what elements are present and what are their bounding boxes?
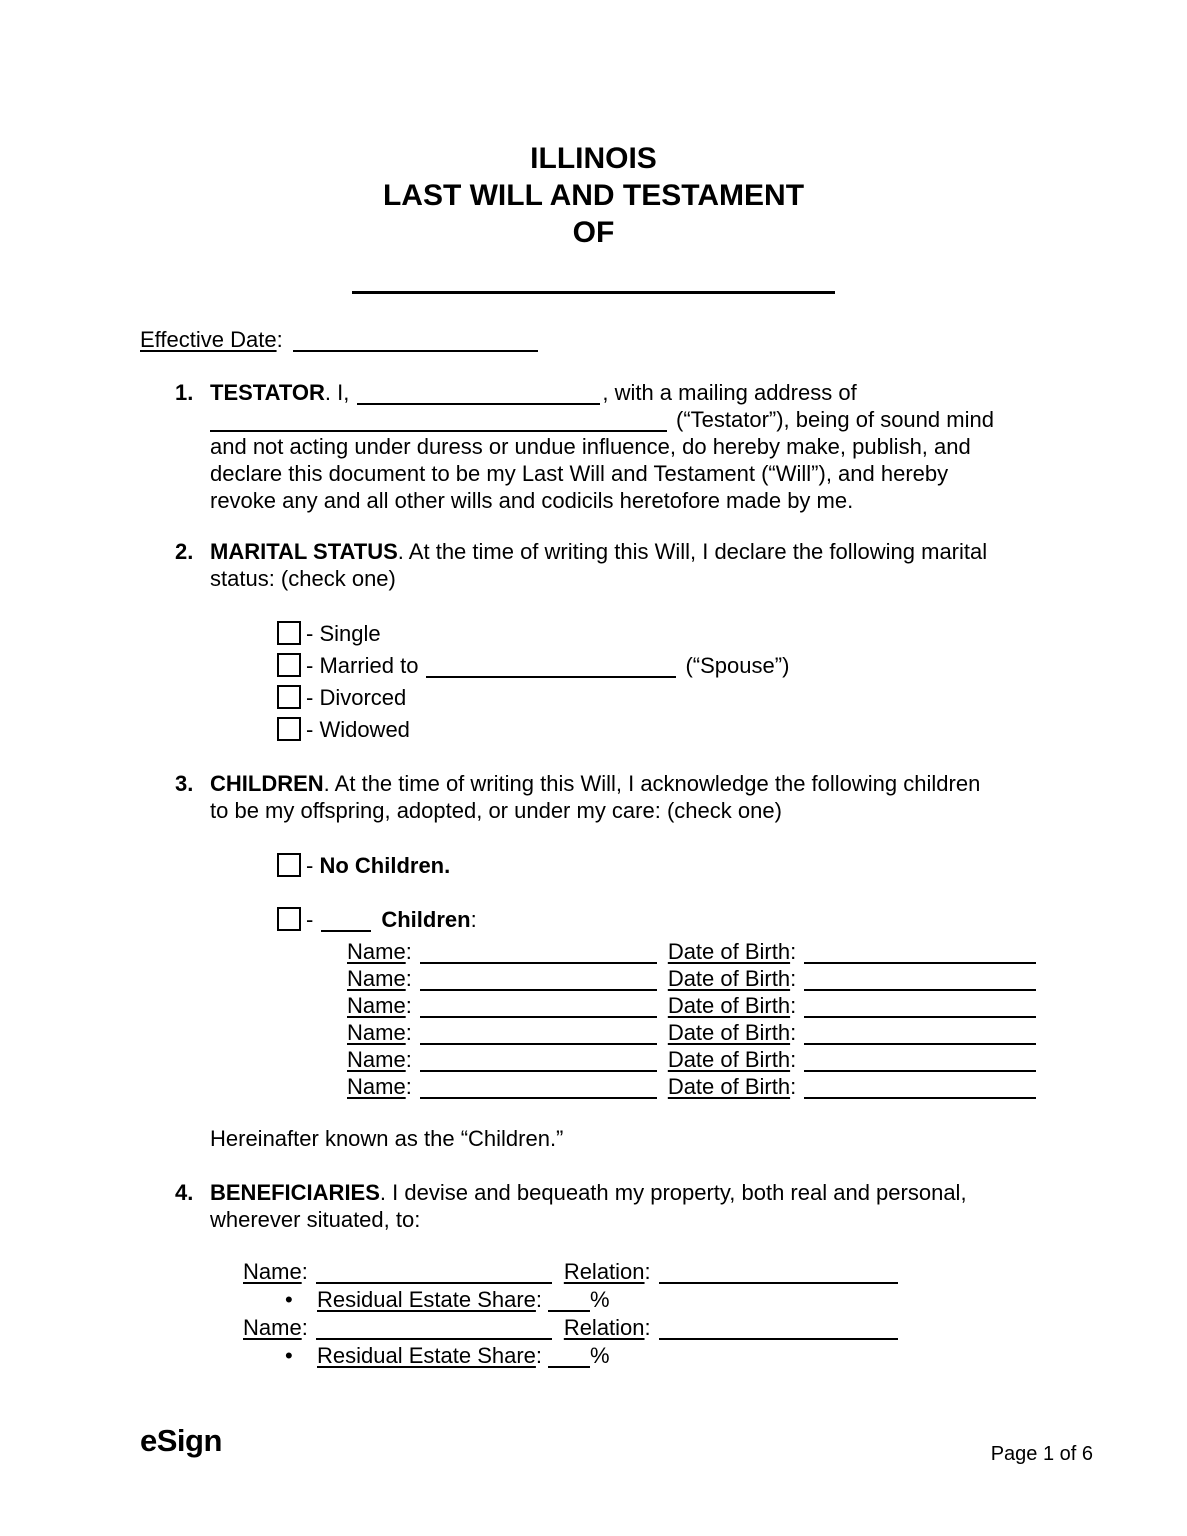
child-dob-blank[interactable]	[804, 1027, 1036, 1045]
section-beneficiaries-number: 4.	[175, 1180, 194, 1205]
child-name-label: Name	[347, 1020, 406, 1045]
beneficiary-share-colon: :	[535, 1343, 543, 1368]
child-name-colon: :	[405, 993, 412, 1018]
option-single-label: - Single	[306, 621, 381, 646]
checkbox-no-children[interactable]	[277, 853, 301, 877]
child-name-label: Name	[347, 966, 406, 991]
beneficiary-name-colon: :	[301, 1259, 308, 1284]
beneficiary-name-label: Name	[243, 1315, 302, 1340]
child-row	[347, 1046, 1047, 1073]
title-line-document: LAST WILL AND TESTAMENT	[382, 179, 805, 212]
child-row	[347, 938, 1047, 965]
section-beneficiaries	[175, 1179, 1047, 1233]
marital-option-married	[277, 650, 1047, 682]
beneficiaries-heading: BENEFICIARIES	[210, 1180, 380, 1205]
checkbox-married[interactable]	[277, 653, 301, 677]
has-children-colon: :	[470, 907, 477, 932]
child-name-colon: :	[405, 1020, 412, 1045]
option-divorced-label: - Divorced	[306, 685, 407, 710]
testator-line-3: and not acting under duress or undue influence, do hereby make, publish, and	[210, 434, 971, 459]
child-name-colon: :	[405, 1074, 412, 1099]
children-line-1	[210, 770, 1047, 797]
child-dob-blank[interactable]	[804, 1000, 1036, 1018]
child-row	[347, 1019, 1047, 1046]
percent-sign: %	[590, 1287, 610, 1312]
testator-line-5: revoke any and all other wills and codicils heretofore made by me.	[210, 488, 854, 513]
testator-name-blank[interactable]	[357, 387, 600, 405]
child-name-blank[interactable]	[420, 1000, 657, 1018]
marital-line1-rest: . At the time of writing this Will, I declare the following marital	[397, 539, 988, 564]
children-list	[347, 938, 1047, 1100]
child-name-label: Name	[347, 993, 406, 1018]
child-name-blank[interactable]	[420, 1054, 657, 1072]
beneficiary-share-colon: :	[535, 1287, 543, 1312]
child-name-label: Name	[347, 1047, 406, 1072]
marital-option-widowed	[277, 714, 1047, 746]
child-dob-label: Date of Birth	[667, 1074, 791, 1099]
child-name-blank[interactable]	[420, 973, 657, 991]
section-children-number: 3.	[175, 771, 194, 796]
testator-intro: . I,	[324, 380, 350, 405]
child-dob-colon: :	[790, 966, 797, 991]
child-name-colon: :	[405, 939, 412, 964]
child-dob-label: Date of Birth	[667, 939, 791, 964]
child-dob-blank[interactable]	[804, 1054, 1036, 1072]
option-married-suffix: (“Spouse”)	[685, 653, 790, 678]
child-name-blank[interactable]	[420, 946, 657, 964]
beneficiary-share-row	[285, 1342, 1047, 1370]
beneficiaries-line1-rest: . I devise and bequeath my property, both real and personal,	[379, 1180, 967, 1205]
beneficiary-relation-blank[interactable]	[659, 1322, 898, 1340]
beneficiary-share-row	[285, 1286, 1047, 1314]
beneficiaries-line-1	[210, 1179, 1047, 1206]
child-name-colon: :	[405, 1047, 412, 1072]
child-row	[347, 1073, 1047, 1100]
beneficiaries-line-2: wherever situated, to:	[210, 1207, 421, 1232]
child-name-colon: :	[405, 966, 412, 991]
testator-line-1	[210, 379, 1047, 406]
child-dob-label: Date of Birth	[667, 1047, 791, 1072]
beneficiary-name-row	[243, 1258, 1047, 1286]
beneficiary-name-blank[interactable]	[316, 1322, 552, 1340]
testator-name-line-blank[interactable]	[352, 291, 835, 294]
option-has-children	[277, 904, 1047, 936]
hereinafter-note: Hereinafter known as the “Children.”	[210, 1126, 564, 1151]
title-line-of: OF	[572, 216, 615, 249]
child-dob-label: Date of Birth	[667, 1020, 791, 1045]
beneficiary-relation-colon: :	[644, 1315, 651, 1340]
beneficiary-name-label: Name	[243, 1259, 302, 1284]
marital-option-divorced	[277, 682, 1047, 714]
no-children-dash: -	[306, 853, 314, 878]
marital-line-1	[210, 538, 1047, 565]
marital-line-2: status: (check one)	[210, 566, 396, 591]
effective-date-row	[140, 326, 1047, 353]
testator-address-blank[interactable]	[210, 414, 667, 432]
effective-date-label: Effective Date	[140, 327, 277, 352]
child-name-blank[interactable]	[420, 1027, 657, 1045]
percent-sign: %	[590, 1343, 610, 1368]
children-heading: CHILDREN	[210, 771, 324, 796]
beneficiary-name-row	[243, 1314, 1047, 1342]
beneficiary-share-label: Residual Estate Share	[317, 1343, 536, 1368]
child-dob-blank[interactable]	[804, 946, 1036, 964]
children-line-2: to be my offspring, adopted, or under my care: (check one)	[210, 798, 782, 823]
testator-line-4: declare this document to be my Last Will and Testament (“Will”), and hereby	[210, 461, 949, 486]
children-count-blank[interactable]	[321, 914, 371, 932]
child-name-blank[interactable]	[420, 1081, 657, 1099]
option-no-children	[277, 850, 1047, 882]
child-dob-colon: :	[790, 1074, 797, 1099]
document-title	[140, 140, 1047, 251]
marital-options	[140, 618, 1047, 746]
beneficiaries-list	[140, 1258, 1047, 1370]
beneficiary-relation-blank[interactable]	[659, 1266, 898, 1284]
has-children-label: Children	[381, 907, 471, 932]
section-marital-number: 2.	[175, 539, 194, 564]
child-dob-colon: :	[790, 939, 797, 964]
option-widowed-label: - Widowed	[306, 717, 410, 742]
effective-date-colon: :	[276, 327, 283, 352]
child-dob-blank[interactable]	[804, 1081, 1036, 1099]
section-testator	[175, 379, 1047, 514]
no-children-label: No Children.	[319, 853, 451, 878]
esign-logo: eSign	[140, 1423, 222, 1458]
children-line1-rest: . At the time of writing this Will, I acknowledge the following children	[323, 771, 981, 796]
beneficiary-share-blank[interactable]	[548, 1350, 590, 1368]
title-line-state: ILLINOIS	[530, 142, 657, 175]
beneficiary-share-label: Residual Estate Share	[317, 1287, 536, 1312]
effective-date-blank[interactable]	[293, 334, 538, 352]
testator-after-address: (“Testator”), being of sound mind	[676, 407, 994, 432]
testator-line-2	[210, 406, 1047, 433]
checkbox-single[interactable]	[277, 621, 301, 645]
beneficiary-share-blank[interactable]	[548, 1294, 590, 1312]
child-dob-colon: :	[790, 993, 797, 1018]
bullet-icon: •	[285, 1343, 293, 1368]
child-row	[347, 965, 1047, 992]
beneficiary-relation-colon: :	[644, 1259, 651, 1284]
page-number: Page 1 of 6	[990, 1443, 1093, 1465]
child-dob-blank[interactable]	[804, 973, 1036, 991]
beneficiary-relation-label: Relation	[563, 1315, 645, 1340]
bullet-icon: •	[285, 1287, 293, 1312]
beneficiary-name-blank[interactable]	[316, 1266, 552, 1284]
child-dob-label: Date of Birth	[667, 966, 791, 991]
child-name-label: Name	[347, 1074, 406, 1099]
option-married-label: - Married to	[306, 653, 419, 678]
child-name-label: Name	[347, 939, 406, 964]
marital-heading: MARITAL STATUS	[210, 539, 398, 564]
checkbox-divorced[interactable]	[277, 685, 301, 709]
child-row	[347, 992, 1047, 1019]
testator-heading: TESTATOR	[210, 380, 325, 405]
section-testator-number: 1.	[175, 380, 194, 405]
child-dob-label: Date of Birth	[667, 993, 791, 1018]
section-children	[175, 770, 1047, 824]
section-marital-status	[175, 538, 1047, 592]
checkbox-has-children[interactable]	[277, 907, 301, 931]
child-dob-colon: :	[790, 1020, 797, 1045]
testator-after-name: , with a mailing address of	[602, 380, 857, 405]
beneficiary-relation-label: Relation	[563, 1259, 645, 1284]
spouse-name-blank[interactable]	[426, 660, 676, 678]
child-dob-colon: :	[790, 1047, 797, 1072]
beneficiary-name-colon: :	[301, 1315, 308, 1340]
has-children-dash: -	[306, 907, 314, 932]
checkbox-widowed[interactable]	[277, 717, 301, 741]
marital-option-single	[277, 618, 1047, 650]
